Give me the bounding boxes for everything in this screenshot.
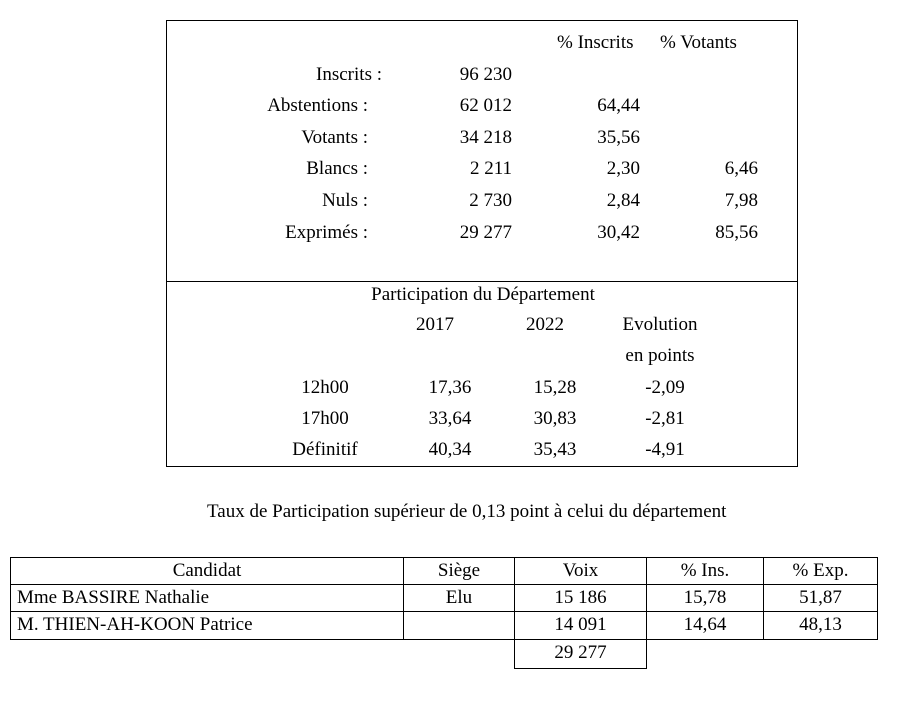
candidate-pct-exp: 48,13 [763, 611, 878, 640]
summary-value: 2 211 [469, 158, 512, 179]
summary-label: Abstentions : [267, 95, 368, 116]
summary-label: Exprimés : [285, 222, 368, 243]
summary-label: Blancs : [306, 158, 368, 179]
participation-label: 17h00 [301, 408, 349, 429]
header-2017: 2017 [416, 314, 454, 335]
participation-evolution: -4,91 [645, 439, 685, 460]
participation-title: Participation du Département [371, 284, 595, 305]
summary-value: 62 012 [459, 95, 512, 116]
summary-label: Nuls : [322, 190, 368, 211]
candidate-pct-ins: 14,64 [646, 611, 764, 640]
col-header-pct-exp: % Exp. [763, 557, 878, 585]
candidate-name: Mme BASSIRE Nathalie [10, 584, 404, 612]
participation-evolution: -2,09 [645, 377, 685, 398]
summary-value: 29 277 [459, 222, 512, 243]
candidate-pct-ins: 15,78 [646, 584, 764, 612]
col-header-siege: Siège [403, 557, 515, 585]
summary-value: 2 730 [469, 190, 512, 211]
summary-value: 34 218 [459, 127, 512, 148]
summary-pct-ins: 2,30 [606, 158, 640, 179]
participation-evolution: -2,81 [645, 408, 685, 429]
participation-2022: 30,83 [533, 408, 577, 429]
col-header-voix: Voix [514, 557, 647, 585]
summary-pct-vot: 7,98 [724, 190, 758, 211]
summary-pct-ins: 64,44 [597, 95, 640, 116]
participation-2017: 17,36 [428, 377, 472, 398]
summary-pct-vot: 6,46 [724, 158, 758, 179]
summary-pct-vot: 85,56 [715, 222, 758, 243]
col-header-candidat: Candidat [10, 557, 404, 585]
participation-2022: 15,28 [533, 377, 577, 398]
summary-pct-ins: 2,84 [606, 190, 640, 211]
summary-value: 96 230 [459, 64, 512, 85]
candidate-name: M. THIEN-AH-KOON Patrice [10, 611, 404, 640]
participation-2017: 40,34 [428, 439, 472, 460]
summary-label: Votants : [301, 127, 368, 148]
header-pct-votants: % Votants [660, 32, 737, 53]
participation-2022: 35,43 [533, 439, 577, 460]
header-evolution-unit: en points [625, 345, 695, 366]
header-evolution: Evolution [622, 314, 698, 335]
header-2022: 2022 [526, 314, 564, 335]
candidate-voix: 15 186 [514, 584, 647, 612]
col-header-pct-ins: % Ins. [646, 557, 764, 585]
candidate-pct-exp: 51,87 [763, 584, 878, 612]
candidate-voix: 14 091 [514, 611, 647, 640]
summary-pct-ins: 35,56 [597, 127, 640, 148]
participation-label: 12h00 [301, 377, 349, 398]
summary-pct-ins: 30,42 [597, 222, 640, 243]
summary-label: Inscrits : [316, 64, 382, 85]
participation-note: Taux de Participation supérieur de 0,13 point à celui du département [207, 501, 727, 522]
total-voix: 29 277 [514, 639, 647, 669]
header-pct-inscrits: % Inscrits [557, 32, 634, 53]
participation-2017: 33,64 [428, 408, 472, 429]
participation-label: Définitif [292, 439, 358, 460]
candidate-siege [403, 611, 515, 640]
candidate-siege: Elu [403, 584, 515, 612]
